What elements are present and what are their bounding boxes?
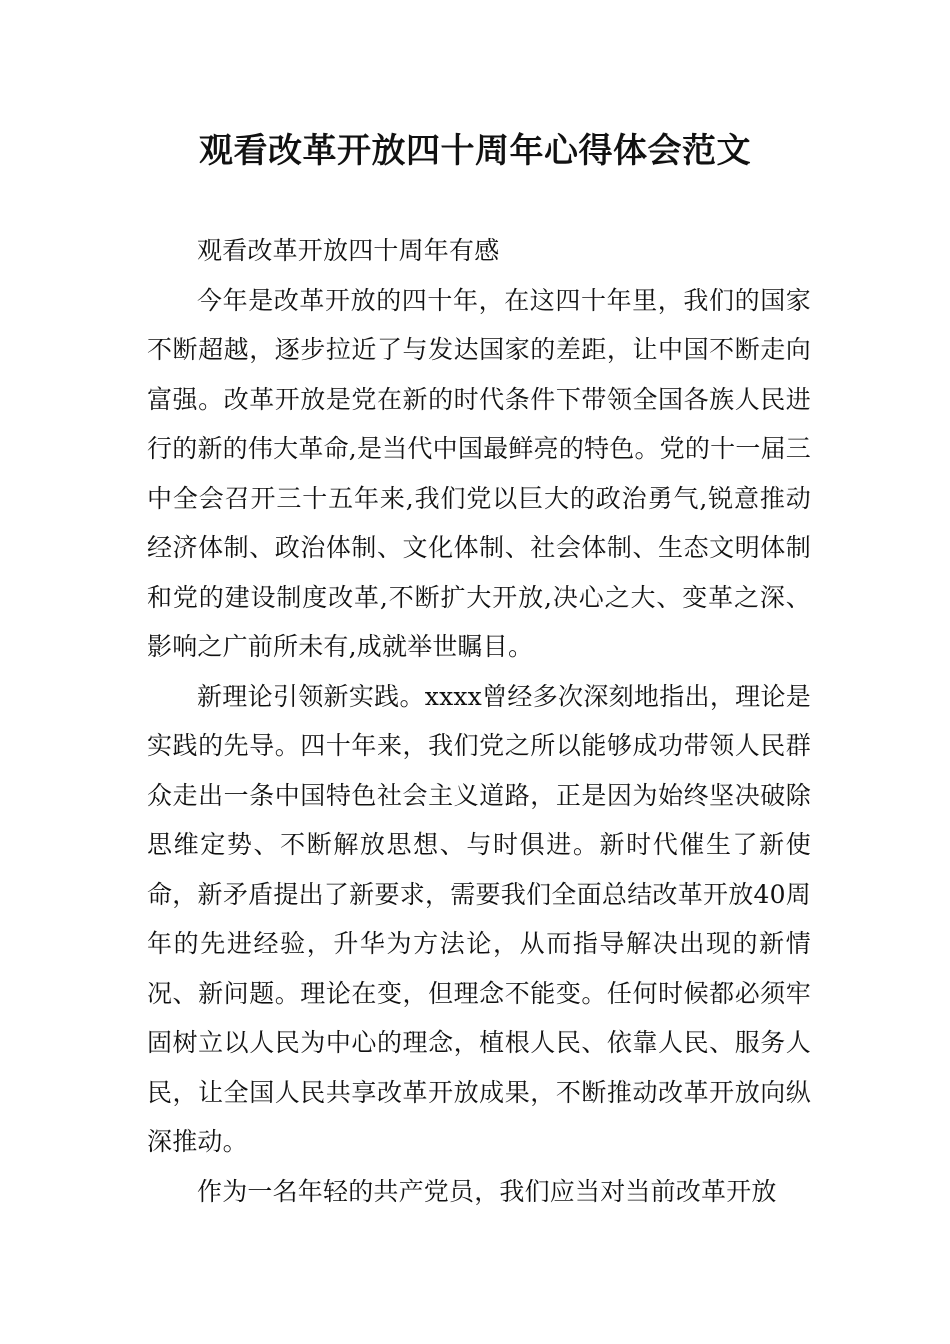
paragraph-2: 新理论引领新实践。xxxx曾经多次深刻地指出，理论是实践的先导。四十年来，我们党之所以能够成功带领人民群众走出一条中国特色社会主义道路，正是因为始终坚决破除思维定势、不断解放思想、与时俱进。新时代催生了新使命，新矛盾提出了新要求，需要我们全面总结改革开放40周年的先进经验，升华为方法论，从而指导解决出现的新情况、新问题。理论在变，但理念不能变。任何时候都必须牢固树立以人民为中心的理念，植根人民、依靠人民、服务人民，让全国人民共享改革开放成果，不断推动改革开放向纵深推动。 [147, 681, 811, 1156]
paragraph-3: 作为一名年轻的共产党员，我们应当对当前改革开放 [197, 1176, 777, 1206]
document-body [147, 226, 811, 1216]
paragraph-subtitle: 观看改革开放四十周年有感 [197, 236, 500, 265]
paragraph-1: 今年是改革开放的四十年，在这四十年里，我们的国家不断超越，逐步拉近了与发达国家的差距，让中国不断走向富强。改革开放是党在新的时代条件下带领全国各族人民进行的新的伟大革命,是当代中国最鲜亮的特色。党的十一届三中全会召开三十五年来,我们党以巨大的政治勇气,锐意推动经济体制、政治体制、文化体制、社会体制、生态文明体制和党的建设制度改革,不断扩大开放,决心之大、变革之深、影响之广前所未有,成就举世瞩目。 [147, 285, 811, 661]
document-title: 观看改革开放四十周年心得体会范文 [199, 131, 751, 171]
